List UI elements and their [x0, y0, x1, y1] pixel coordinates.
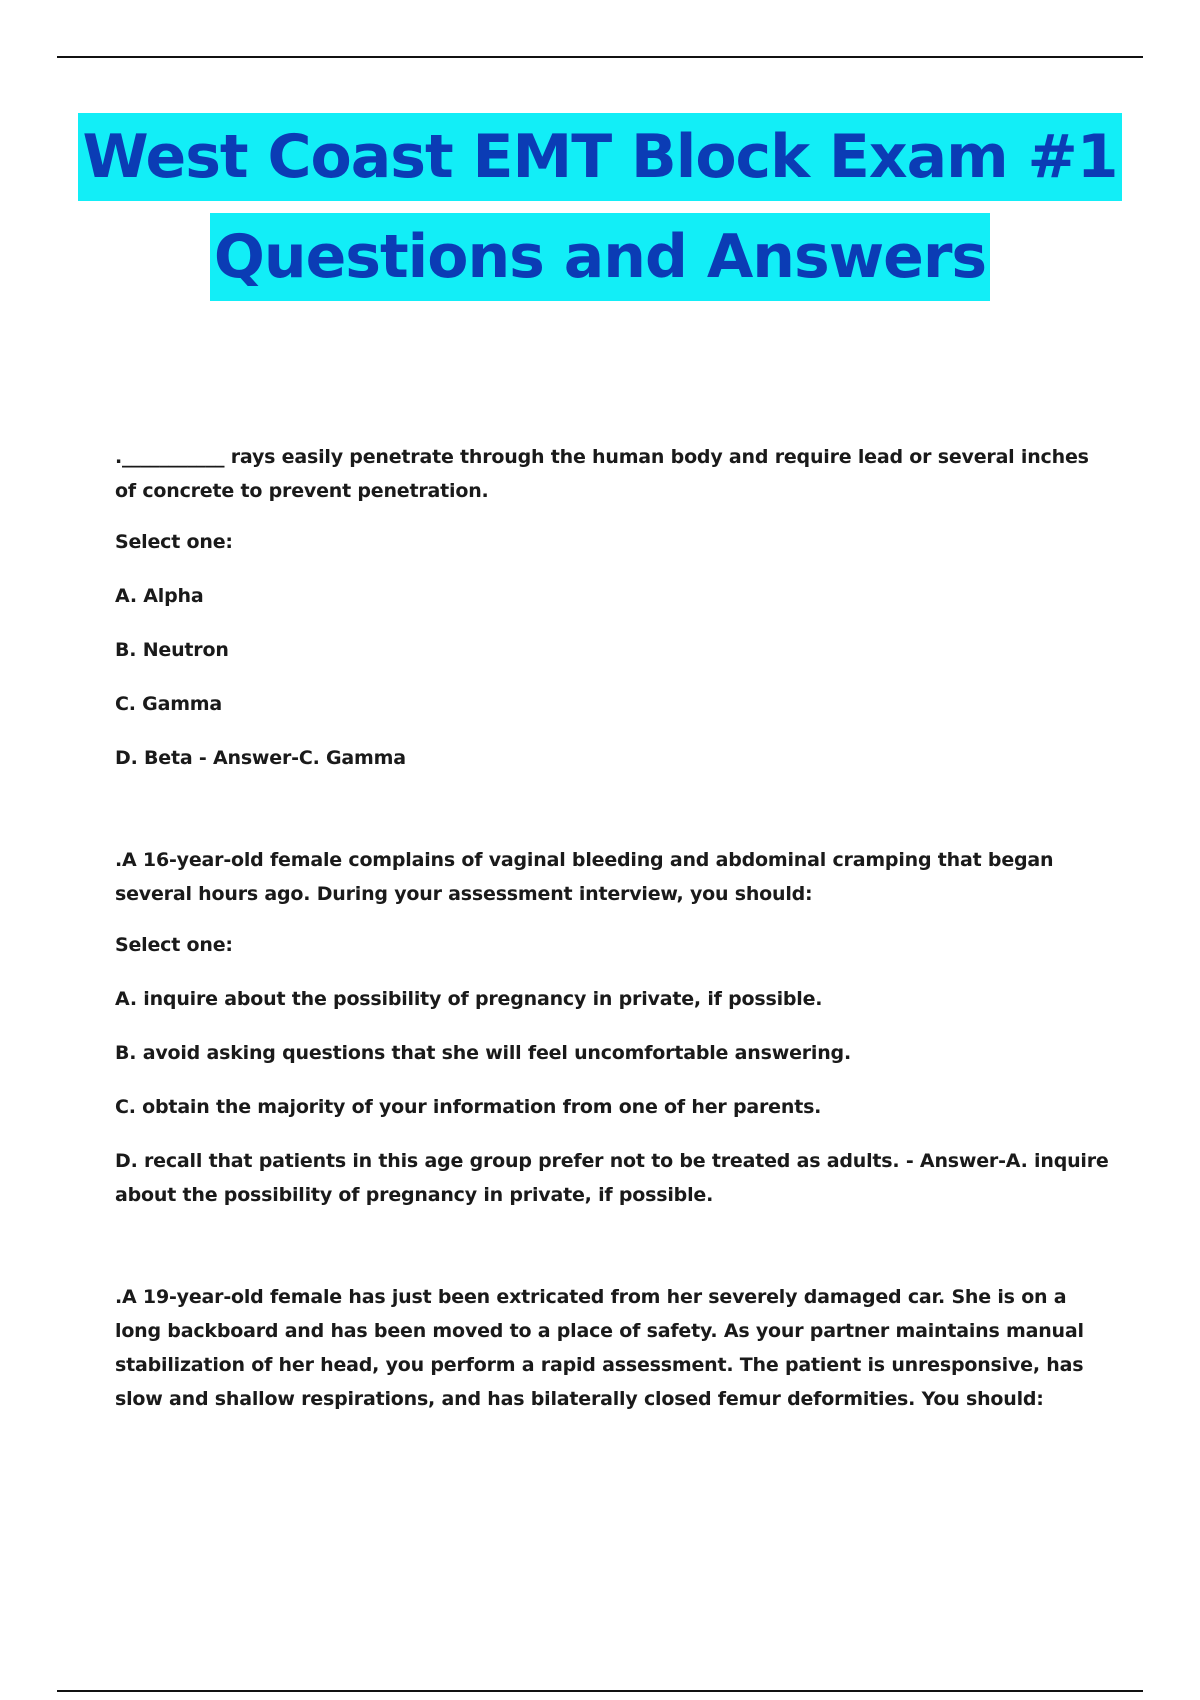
select-one-label: Select one: — [115, 531, 233, 553]
question-1 — [115, 440, 1115, 775]
top-rule — [57, 56, 1143, 58]
option-d-answer: D. recall that patients in this age group prefer not to be treated as adults. - Answer-A. inquire about the possibility of pregnancy in private, if possible. — [115, 1150, 1109, 1206]
option-b: B. avoid asking questions that she will feel uncomfortable answering. — [115, 1042, 851, 1064]
option-d-answer: D. Beta - Answer-C. Gamma — [115, 747, 406, 769]
select-one-label: Select one: — [115, 934, 233, 956]
question-text: .A 19-year-old female has just been extricated from her severely damaged car. She is on a long backboard and has been moved to a place of safety. As your partner maintains manual stabilization of her head, you perform a rapid assessment. The patient is unresponsive, has slow and shallow respirations, and has bilaterally closed femur deformities. You should: — [115, 1286, 1084, 1410]
title-line-1: West Coast EMT Block Exam #1 — [78, 113, 1121, 201]
question-text: .A 16-year-old female complains of vaginal bleeding and abdominal cramping that began several hours ago. During your assessment interview, you should: — [115, 849, 1054, 905]
option-a: A. Alpha — [115, 585, 204, 607]
question-text: .___________ rays easily penetrate through the human body and require lead or several inches of concrete to prevent penetration. — [115, 446, 1089, 502]
document-body — [115, 440, 1115, 1484]
option-b: B. Neutron — [115, 639, 229, 661]
question-3 — [115, 1280, 1115, 1416]
option-a: A. inquire about the possibility of pregnancy in private, if possible. — [115, 988, 823, 1010]
option-c: C. Gamma — [115, 693, 223, 715]
title-line-2: Questions and Answers — [210, 213, 990, 301]
bottom-rule — [57, 1690, 1143, 1692]
option-c: C. obtain the majority of your information from one of her parents. — [115, 1096, 822, 1118]
question-2 — [115, 843, 1115, 1212]
document-title — [0, 113, 1200, 313]
